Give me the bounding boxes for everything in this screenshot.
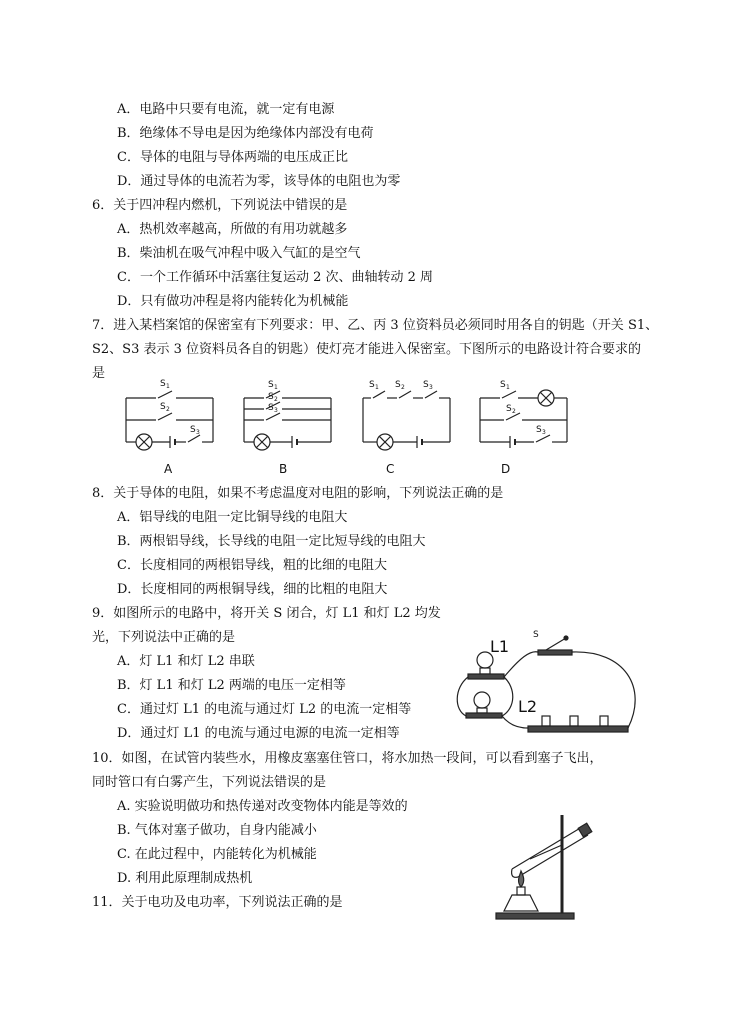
q6-option-b: B．柴油机在吸气冲程中吸入气缸的是空气	[117, 246, 361, 261]
q7-stem-line2: S2、S3 表示 3 位资料员各自的钥匙）使灯亮才能进入保密室。下图所示的电路设计符合要求的	[92, 342, 642, 357]
q8-option-b: B．两根铝导线，长导线的电阻一定比短导线的电阻大	[117, 534, 426, 549]
q9-stem-line1: 9．如图所示的电路中，将开关 S 闭合，灯 L1 和灯 L2 均发	[92, 606, 441, 621]
svg-text:3: 3	[542, 429, 546, 436]
q9-option-c: C．通过灯 L1 的电流与通过灯 L2 的电流一定相等	[117, 702, 412, 717]
svg-text:S: S	[500, 380, 506, 390]
q9-option-d: D．通过灯 L1 的电流与通过电源的电流一定相等	[117, 726, 400, 741]
circuit-c-label: C	[386, 462, 395, 476]
svg-text:S: S	[160, 402, 166, 412]
svg-text:S: S	[190, 425, 196, 435]
lamp-l2-label: L2	[518, 697, 538, 716]
q7-stem-line1: 7．进入某档案馆的保密室有下列要求：甲、乙、丙 3 位资料员必须同时用各自的钥匙（开关 S1、	[92, 318, 659, 333]
svg-text:S: S	[160, 379, 166, 389]
svg-text:1: 1	[375, 384, 379, 391]
svg-text:3: 3	[196, 429, 200, 436]
stand-base-icon	[496, 913, 574, 919]
q10-stem-line1: 10．如图，在试管内装些水，用橡皮塞塞住管口，将水加热一段间，可以看到塞子飞出，	[92, 751, 603, 766]
svg-text:S: S	[506, 404, 512, 414]
q9-circuit-figure	[450, 628, 650, 746]
q10-option-c: C. 在此过程中，内能转化为机械能	[117, 847, 317, 862]
svg-text:2: 2	[401, 384, 405, 391]
lamp-l2-icon	[466, 692, 502, 718]
svg-text:3: 3	[274, 407, 278, 414]
test-tube-icon	[512, 823, 592, 877]
q5-option-c: C．导体的电阻与导体两端的电压成正比	[117, 150, 348, 165]
q9-option-a: A．灯 L1 和灯 L2 串联	[117, 654, 255, 669]
q10-option-b: B. 气体对塞子做功，自身内能减小	[117, 823, 317, 838]
svg-text:2: 2	[512, 408, 516, 415]
svg-text:S: S	[536, 425, 542, 435]
q6-stem: 6．关于四冲程内燃机，下列说法中错误的是	[92, 198, 348, 213]
q8-option-d: D．长度相同的两根铜导线，细的比粗的电阻大	[117, 582, 388, 597]
switch-s-label: S	[533, 630, 539, 640]
svg-text:S: S	[268, 380, 274, 390]
q10-option-a: A. 实验说明做功和热传递对改变物体内能是等效的	[117, 799, 408, 814]
lamp-l1-icon	[468, 652, 504, 679]
q9-option-b: B．灯 L1 和灯 L2 两端的电压一定相等	[117, 678, 346, 693]
q6-option-a: A．热机效率越高，所做的有用功就越多	[117, 222, 348, 237]
circuit-a	[126, 379, 213, 450]
svg-text:2: 2	[274, 396, 278, 403]
q9-stem-line2: 光，下列说法中正确的是	[92, 630, 236, 645]
circuit-a-label: A	[164, 462, 173, 476]
circuit-d	[480, 380, 567, 448]
q5-option-d: D．通过导体的电流若为零，该导体的电阻也为零	[117, 174, 401, 189]
svg-text:S: S	[268, 392, 274, 402]
circuit-b	[244, 380, 331, 450]
q8-stem: 8．关于导体的电阻，如果不考虑温度对电阻的影响，下列说法正确的是	[92, 486, 504, 501]
svg-text:S: S	[268, 403, 274, 413]
circuit-d-label: D	[501, 462, 511, 476]
q11-stem: 11．关于电功及电功率，下列说法正确的是	[92, 895, 343, 910]
battery-icon	[528, 716, 628, 732]
q10-option-d: D. 利用此原理制成热机	[117, 871, 253, 886]
q5-option-b: B．绝缘体不导电是因为绝缘体内部没有电荷	[117, 126, 374, 141]
q10-stem-line2: 同时管口有白雾产生，下列说法错误的是	[92, 775, 327, 790]
svg-text:1: 1	[166, 383, 170, 390]
svg-text:S: S	[395, 380, 401, 390]
q8-option-a: A．铝导线的电阻一定比铜导线的电阻大	[117, 510, 348, 525]
q6-option-c: C．一个工作循环中活塞往复运动 2 次、曲轴转动 2 周	[117, 270, 434, 285]
q6-option-d: D．只有做功冲程是将内能转化为机械能	[117, 294, 349, 309]
svg-text:1: 1	[274, 384, 278, 391]
svg-text:2: 2	[166, 406, 170, 413]
alcohol-lamp-icon	[504, 871, 538, 911]
circuit-b-label: B	[279, 462, 288, 476]
q10-apparatus-figure	[490, 815, 600, 923]
q8-option-c: C．长度相同的两根铝导线，粗的比细的电阻大	[117, 558, 387, 573]
svg-text:3: 3	[429, 384, 433, 391]
switch-s-icon	[538, 636, 572, 655]
svg-text:S: S	[369, 380, 375, 390]
q7-stem-line3: 是	[92, 366, 106, 381]
svg-text:S: S	[423, 380, 429, 390]
q5-option-a: A．电路中只要有电流，就一定有电源	[117, 102, 335, 117]
lamp-l1-label: L1	[490, 637, 510, 656]
svg-text:1: 1	[506, 384, 510, 391]
circuit-c	[363, 380, 450, 450]
